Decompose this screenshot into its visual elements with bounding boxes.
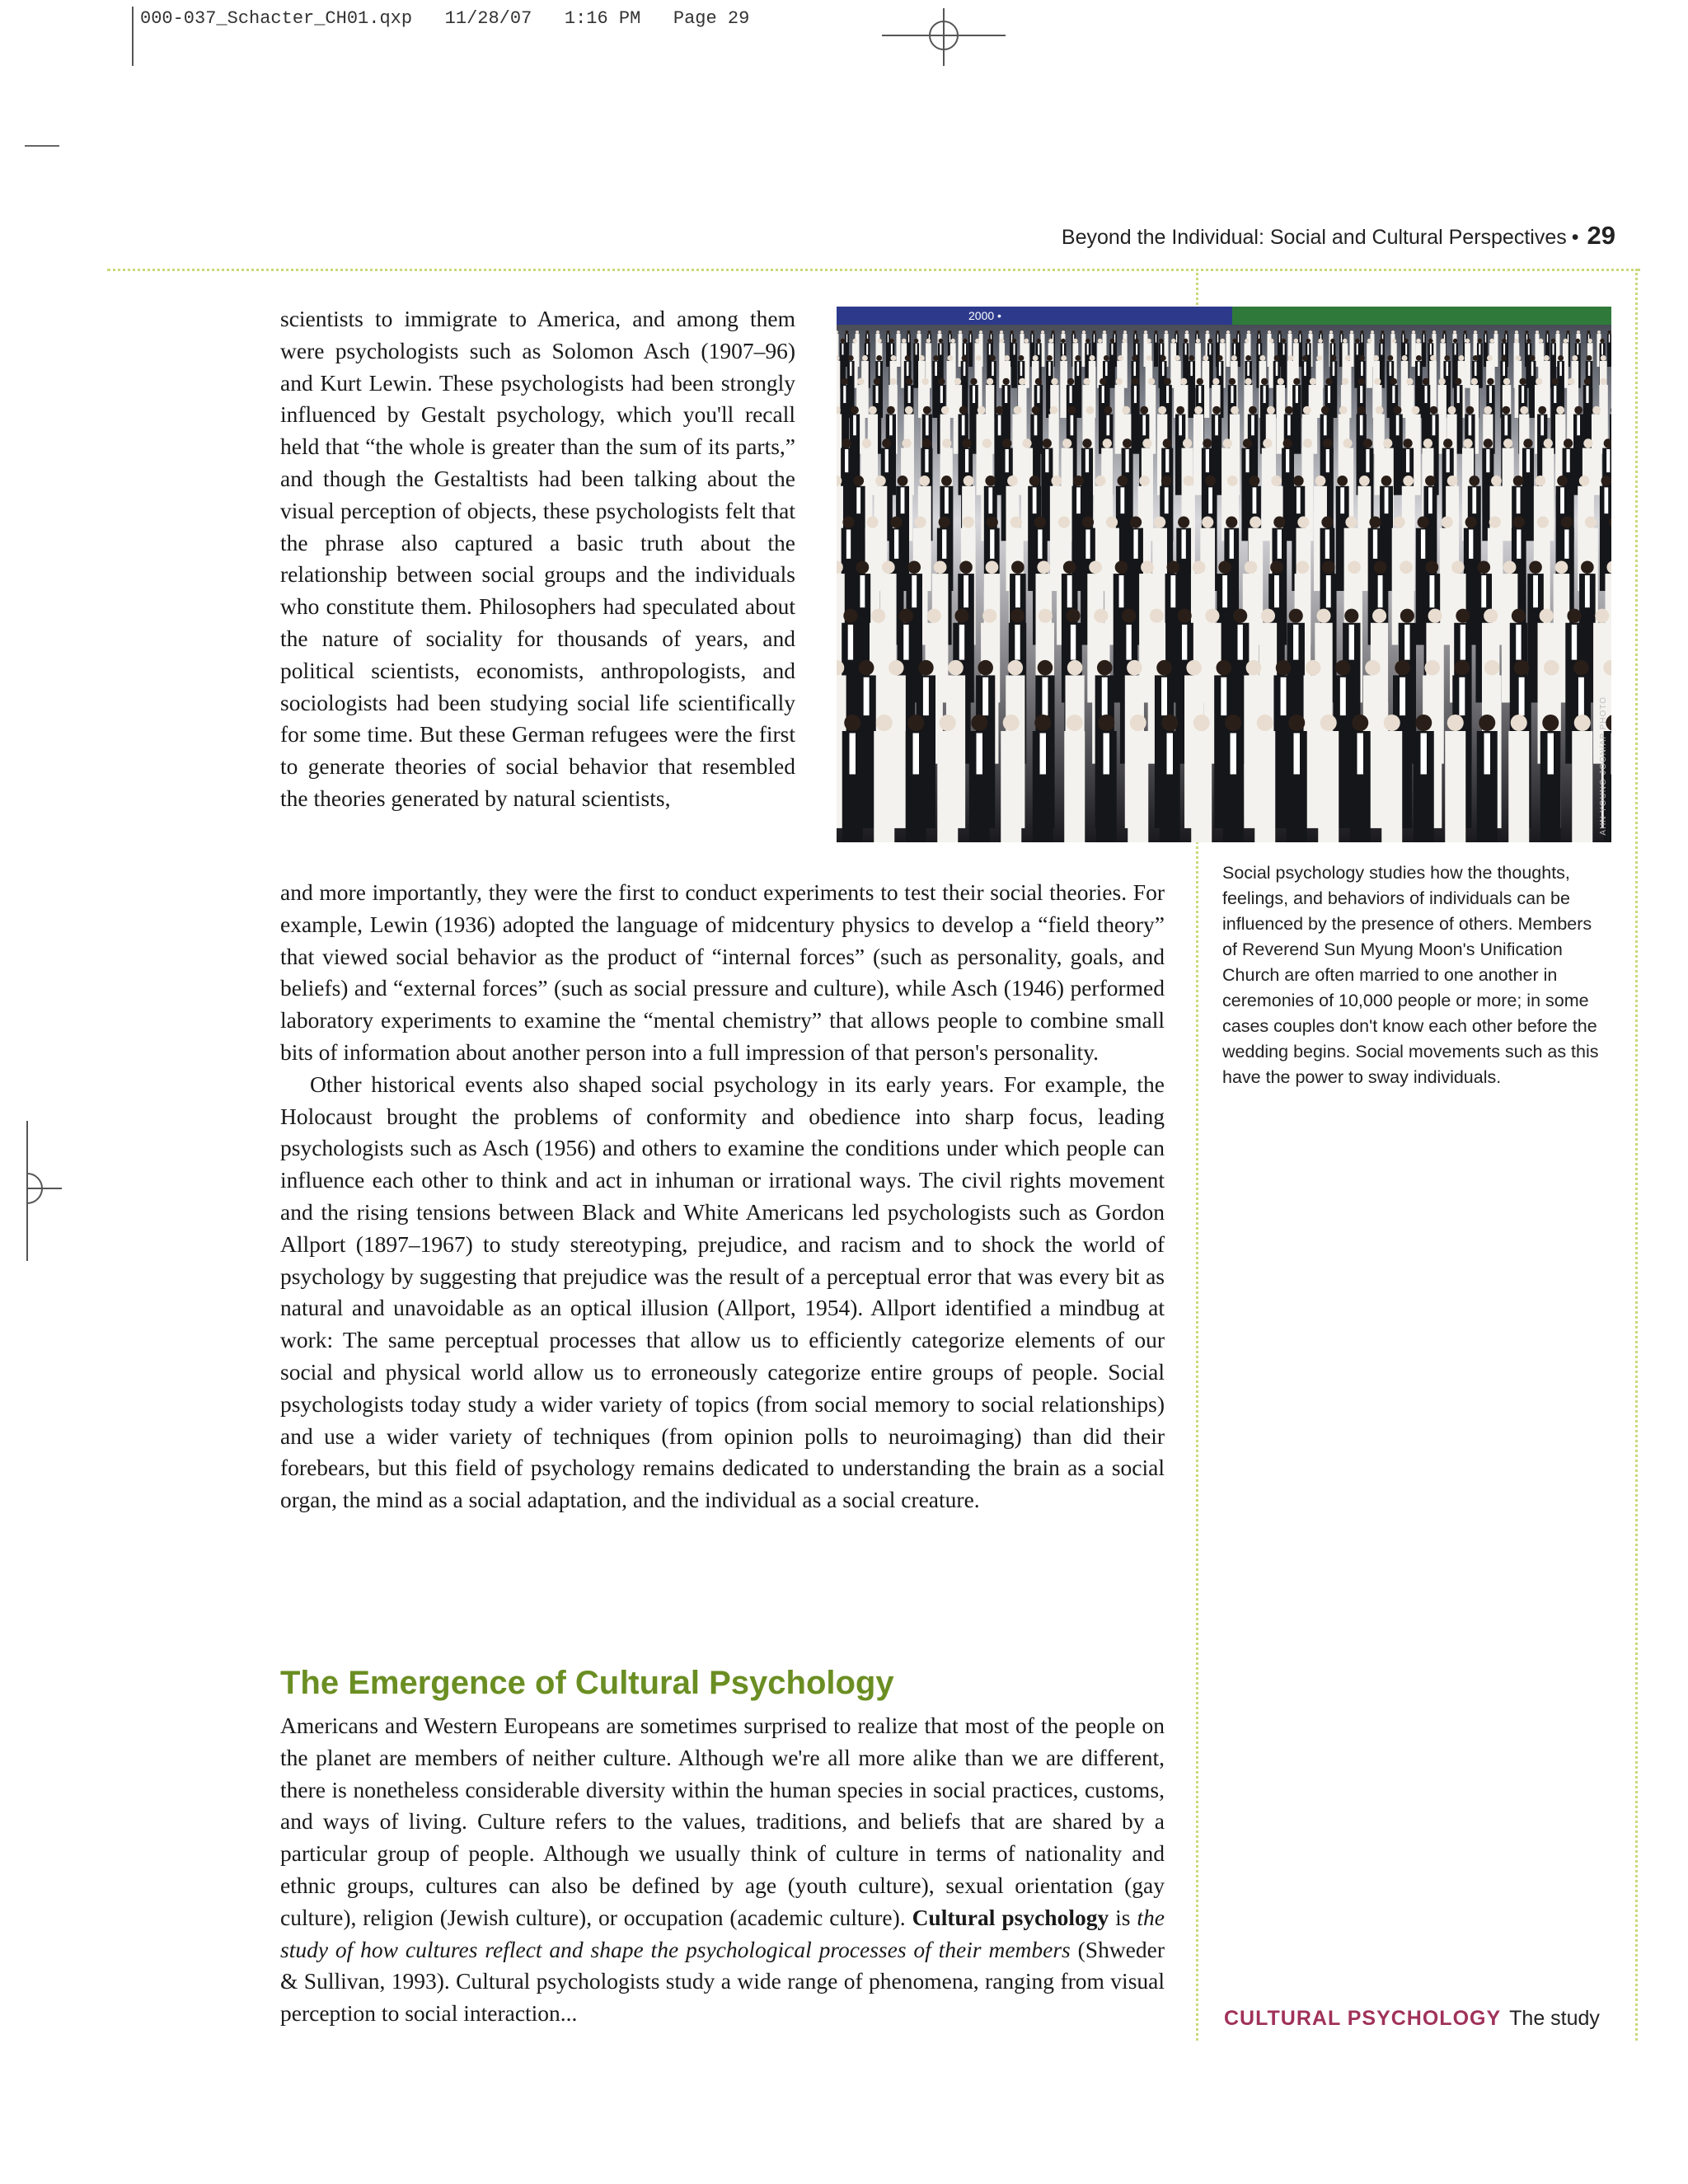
- section-text-b: is: [1109, 1904, 1137, 1930]
- figure-caption: Social psychology studies how the thoughts, feelings, and behaviors of individuals can be influenced by the presence of others. Members of Reverend Sun Myung Moon's Unification Church are often married to one another in ceremonies of 10,000 people or more; in some cases couples don't know each other before the wedding begins. Social movements such as this have the power to sway individuals.: [1222, 863, 1599, 1087]
- key-term: Cultural psychology: [912, 1904, 1109, 1930]
- key-term-definition: the study of how cultures reflect and shape the psychological processes of their members: [280, 1904, 1165, 1962]
- right-margin-rule: [1635, 269, 1638, 2041]
- body-column-narrow: [280, 303, 795, 815]
- crop-mark-left: [25, 145, 59, 147]
- section-paragraph: [280, 1710, 1165, 2030]
- margin-glossary: [1224, 2007, 1611, 2031]
- registration-mark-top: [882, 8, 1006, 66]
- crop-mark-left-top: [132, 7, 134, 66]
- running-head-title: Beyond the Individual: Social and Cultural Perspectives: [1061, 226, 1567, 249]
- paragraph-1-part-2: and more importantly, they were the first to conduct experiments to test their social theories. For example, Lewin (1936) adopted the language of midcentury physics to develop a “field theory” that viewed social behavior as the product of “internal forces” (such as personality, goals, and beliefs) and “external forces” (such as social pressure and culture), while Asch (1946) performed laboratory experiments to examine the “mental chemistry” that allows people to combine small bits of information about another person into a full impression of that person's personality.: [280, 879, 1165, 1065]
- paragraph-2: Other historical events also shaped social psychology in its early years. For example, the Holocaust brought the problems of conformity and obedience into sharp focus, leading psychologists such as Asch (1956) and others to examine the conditions under which people can influence each other to think and act in inhuman or irrational ways. The civil rights movement and the rising tensions between Black and White Americans led psychologists such as Gordon Allport (1897–1967) to study stereotyping, prejudice, and racism and to shock the world of psychology by suggesting that prejudice was the result of a perceptual error that was every bit as natural and unavoidable as an optical illusion (Allport, 1954). Allport identified a mindbug at work: The same perceptual processes that allow us to efficiently categorize elements of our social and physical world allow us to erroneously categorize entire groups of people. Social psychologists today study a wider variety of topics (from social memory to social relationships) and use a wider variety of techniques (from opinion polls to neuroimaging) than did their forebears, but this field of psychology remains dedicated to understanding the brain as a social organ, the mind as a social adaptation, and the individual as a social creature.: [280, 1071, 1165, 1513]
- printer-slug: 000-037_Schacter_CH01.qxp 11/28/07 1:16 PM Page 29: [140, 8, 750, 29]
- registration-mark-left: [21, 1121, 62, 1261]
- section-text-a: Americans and Western Europeans are sometimes surprised to realize that most of the people on the planet are members of neither culture. Although we're all more alike than we are different, there is nonetheless considerable diversity within the human species in social practices, customs, and ways of living. Culture refers to the values, traditions, and beliefs that are shared by a particular group of people. Although we usually think of culture in terms of nationality and ethnic groups, cultures can also be defined by age (youth culture), sexual orientation (gay culture), religion (Jewish culture), or occupation (academic culture).: [280, 1713, 1165, 1930]
- section-text-c: (Shweder & Sullivan, 1993). Cultural psychologists study a wide range of phenomena, ranging from visual perception to social interaction...: [280, 1936, 1165, 2027]
- section-body: [280, 1710, 1165, 2040]
- glossary-term: CULTURAL PSYCHOLOGY: [1224, 2007, 1502, 2030]
- body-column-wide: [280, 877, 1165, 1516]
- photo-credit: AHN YOUNG-JOON/AP PHOTO: [1599, 696, 1608, 836]
- section-heading: The Emergence of Cultural Psychology: [280, 1665, 894, 1701]
- top-dotted-rule: [107, 269, 1640, 271]
- page-number: 29: [1587, 221, 1615, 250]
- wedding-ceremony-photo: [837, 307, 1611, 842]
- crowd-illustration: [837, 307, 1611, 842]
- running-head-separator: •: [1571, 226, 1579, 249]
- paragraph-1-part-1: scientists to immigrate to America, and among them were psychologists such as Solomon Asch (1907–96) and Kurt Lewin. These psychologists had been strongly influenced by Gestalt psychology, which you'll recall held that “the whole is greater than the sum of its parts,” and though the Gestaltists had been talking about the visual perception of objects, these psychologists felt that the phrase also captured a basic truth about the relationship between social groups and the individuals who constitute them. Philosophers had speculated about the nature of sociality for thousands of years, and political scientists, economists, anthropologists, and sociologists had been studying social life scientifically for some time. But these German refugees were the first to generate theories of social behavior that resembled the theories generated by natural scientists,: [280, 306, 795, 811]
- photo-banner-text: 2000 •: [968, 309, 1001, 322]
- glossary-definition: The study: [1509, 2007, 1600, 2030]
- running-head: [1062, 221, 1615, 251]
